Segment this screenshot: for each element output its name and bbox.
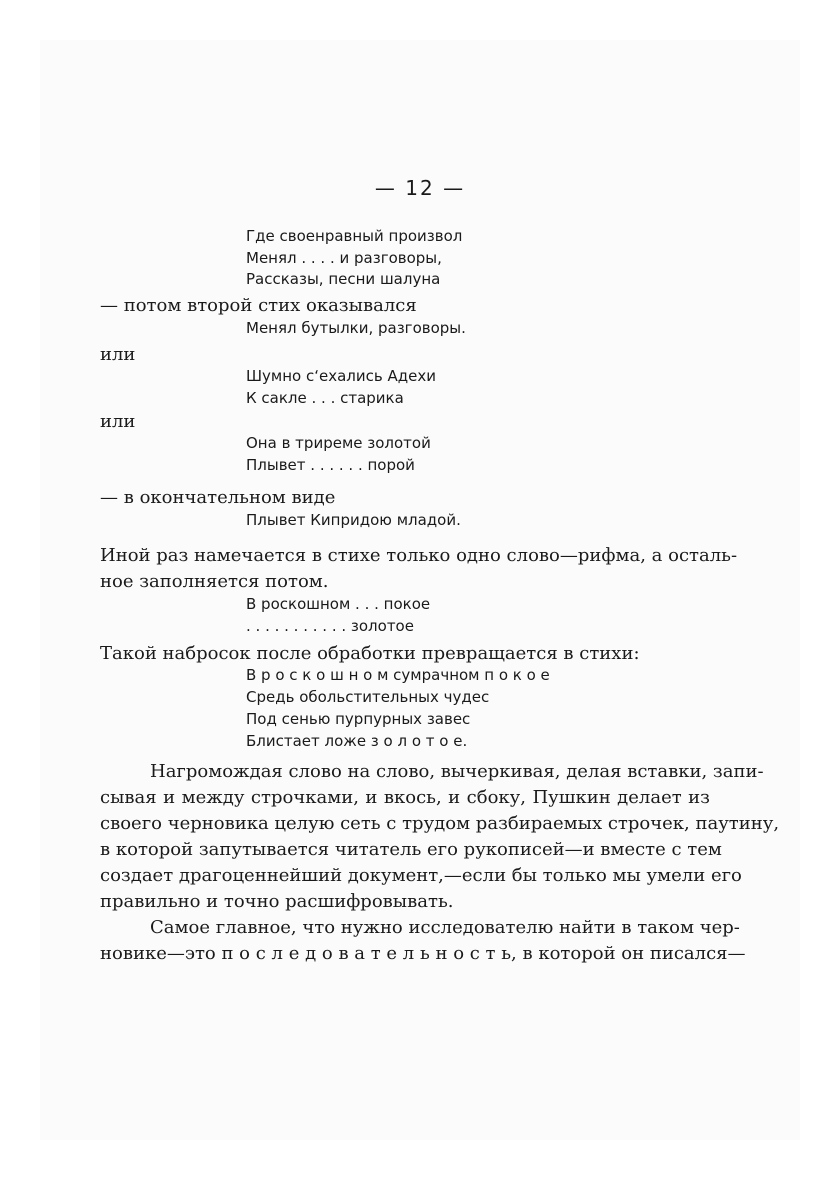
verse-line: . . . . . . . . . . . золотое: [246, 617, 414, 635]
verse-line: Менял . . . . и разговоры,: [246, 249, 442, 267]
verse-line: Она в триреме золотой: [246, 434, 431, 452]
verse-line: Плывет Кипридою младой.: [246, 511, 461, 529]
prose-line: — потом второй стих оказывался: [100, 295, 417, 316]
prose-line: правильно и точно расшифровывать.: [100, 891, 454, 912]
prose-line: новике—это п о с л е д о в а т е л ь н о с т ь, в которой он писался—: [100, 943, 746, 964]
prose-line: или: [100, 411, 136, 432]
verse-line: Средь обольстительных чудес: [246, 688, 490, 706]
prose-line: в которой запутывается читатель его рукописей—и вместе с тем: [100, 839, 722, 860]
prose-line: ное заполняется потом.: [100, 571, 329, 592]
verse-line: Блистает ложе з о л о т о е.: [246, 732, 468, 750]
prose-line: создает драгоценнейший документ,—если бы только мы умели его: [100, 865, 742, 886]
verse-line: Плывет . . . . . . порой: [246, 456, 415, 474]
verse-line: Шумно с‘ехались Адехи: [246, 367, 436, 385]
verse-line: Рассказы, песни шалуна: [246, 270, 441, 288]
page-number: — 12 —: [374, 176, 466, 200]
verse-line: Менял бутылки, разговоры.: [246, 319, 466, 337]
prose-line: или: [100, 344, 136, 365]
verse-line: К сакле . . . старика: [246, 389, 404, 407]
verse-line: В р о с к о ш н о м сумрачном п о к о е: [246, 666, 550, 684]
verse-line: В роскошном . . . покое: [246, 595, 431, 613]
prose-line: сывая и между строчками, и вкось, и сбоку, Пушкин делает из: [100, 787, 710, 808]
prose-line: Самое главное, что нужно исследователю найти в таком чер-: [150, 917, 740, 938]
prose-line: Такой набросок после обработки превращается в стихи:: [100, 643, 640, 664]
prose-line: своего черновика целую сеть с трудом разбираемых строчек, паутину,: [100, 813, 780, 834]
prose-line: — в окончательном виде: [100, 487, 336, 508]
verse-line: Где своенравный произвол: [246, 227, 463, 245]
verse-line: Под сенью пурпурных завес: [246, 710, 471, 728]
prose-line: Иной раз намечается в стихе только одно слово—рифма, а осталь-: [100, 545, 738, 566]
prose-line: Нагромождая слово на слово, вычеркивая, делая вставки, запи-: [150, 761, 764, 782]
